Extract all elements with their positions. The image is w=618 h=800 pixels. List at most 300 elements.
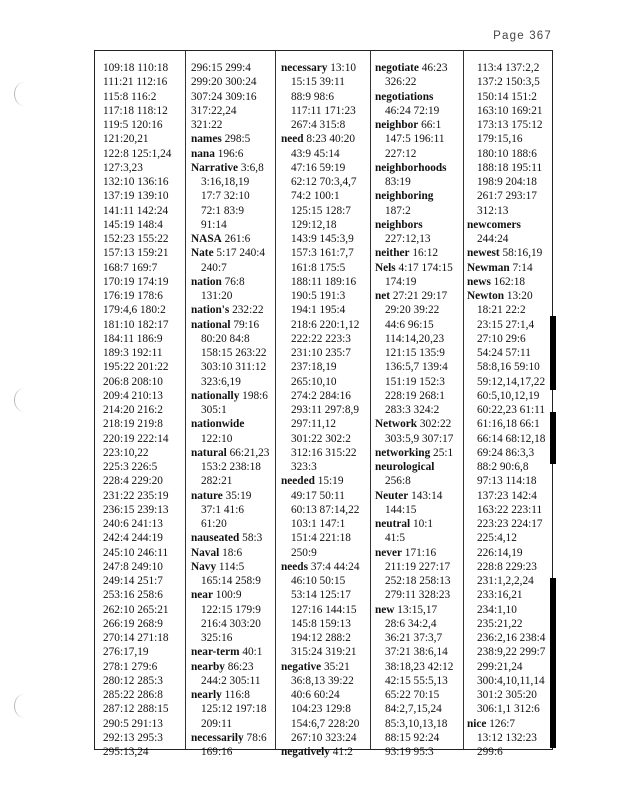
index-page-refs: 126:7 xyxy=(486,717,516,730)
index-headword: Narrative xyxy=(191,161,239,174)
index-entry-continuation xyxy=(103,417,183,431)
index-entry xyxy=(467,218,553,232)
index-page-refs: 122:15 179:9 xyxy=(201,603,261,616)
index-entry-continuation xyxy=(191,717,274,731)
index-page-refs: 125:15 128:7 xyxy=(291,204,351,217)
index-entry-continuation xyxy=(103,375,183,389)
index-entry-continuation xyxy=(281,360,369,374)
index-entry-continuation xyxy=(191,61,274,75)
index-page-refs: 54:24 57:11 xyxy=(477,347,531,359)
index-entry-continuation xyxy=(467,204,553,218)
index-entry-continuation xyxy=(281,417,369,431)
index-entry-continuation xyxy=(375,360,462,374)
index-page-refs: 88:9 98:6 xyxy=(291,90,334,103)
index-headword: neighbors xyxy=(375,218,423,231)
index-entry-continuation xyxy=(375,574,462,588)
index-entry-continuation xyxy=(103,617,183,631)
index-entry-continuation xyxy=(103,318,183,332)
index-headword: Newman xyxy=(467,261,510,274)
index-page-refs: 37:21 38:6,14 xyxy=(385,646,448,659)
index-entry-continuation xyxy=(375,232,462,246)
index-page-refs: 179:15,16 xyxy=(477,133,523,146)
index-entry-continuation xyxy=(191,346,274,360)
index-headword: neurological xyxy=(375,461,435,473)
index-entry xyxy=(191,489,274,503)
index-entry-continuation xyxy=(191,403,274,417)
index-headword: never xyxy=(375,546,402,559)
index-page-refs: 143:9 145:3,9 xyxy=(291,233,354,245)
index-entry xyxy=(191,588,274,602)
index-entry-continuation xyxy=(103,289,183,303)
index-page-refs: 158:15 263:22 xyxy=(201,347,267,359)
index-entry-continuation xyxy=(281,303,369,317)
index-page-refs: 228:19 268:1 xyxy=(385,389,445,402)
index-entry-continuation xyxy=(281,460,369,474)
index-page-refs: 27:21 29:17 xyxy=(390,290,448,302)
index-entry-continuation xyxy=(375,702,462,716)
index-entry-continuation xyxy=(467,189,553,203)
index-page-refs: 238:9,22 299:7 xyxy=(477,646,546,659)
index-entry xyxy=(281,474,369,488)
index-page-refs: 111:21 112:16 xyxy=(103,76,168,89)
index-entry-continuation xyxy=(467,318,553,332)
column-divider xyxy=(275,51,276,749)
index-page-refs: 88:2 90:6,8 xyxy=(477,461,529,473)
index-page-refs: 69:24 86:3,3 xyxy=(477,446,535,459)
index-page-refs: 195:22 201:22 xyxy=(103,361,169,374)
index-page-refs: 174:19 xyxy=(385,275,417,288)
index-page-refs: 100:9 xyxy=(212,589,242,602)
index-entry-continuation xyxy=(103,588,183,602)
index-page-refs: 41:5 xyxy=(385,532,406,545)
index-page-refs: 46:24 72:19 xyxy=(385,104,440,117)
index-page-refs: 28:6 34:2,4 xyxy=(385,617,437,630)
index-entry xyxy=(375,489,462,503)
index-page-refs: 127:3,23 xyxy=(103,161,143,174)
index-page-refs: 321:22 xyxy=(191,119,223,131)
index-page-refs: 137:23 142:4 xyxy=(477,489,537,502)
index-entry-continuation xyxy=(375,674,462,688)
index-entry xyxy=(467,275,553,289)
index-page-refs: 13:12 132:23 xyxy=(477,731,537,744)
index-page-refs: 97:13 114:18 xyxy=(477,475,537,488)
index-page-refs: 270:14 271:18 xyxy=(103,632,169,644)
index-entry-continuation xyxy=(191,375,274,389)
index-page-refs: 15:19 xyxy=(314,475,344,488)
index-entry-continuation xyxy=(191,617,274,631)
index-page-refs: 58:3 xyxy=(239,532,263,545)
index-headword: Neuter xyxy=(375,489,409,502)
index-page-refs: 252:18 258:13 xyxy=(385,575,451,587)
index-entry xyxy=(191,660,274,674)
index-table xyxy=(94,50,553,758)
index-page-refs: 236:2,16 238:4 xyxy=(477,632,546,644)
index-column-5 xyxy=(467,61,553,758)
index-entry-continuation xyxy=(191,517,274,531)
index-entry-continuation xyxy=(467,346,553,360)
index-entry-continuation xyxy=(281,588,369,602)
index-entry-continuation xyxy=(103,275,183,289)
index-page-refs: 88:15 92:24 xyxy=(385,731,440,744)
index-entry-continuation xyxy=(375,204,462,218)
index-page-refs: 188:18 195:11 xyxy=(477,161,543,174)
index-page-refs: 13:10 xyxy=(327,62,356,74)
index-entry-continuation xyxy=(467,702,553,716)
index-headword: near xyxy=(191,589,213,602)
index-page-refs: 104:23 129:8 xyxy=(291,703,351,716)
index-entry-continuation xyxy=(191,118,274,132)
index-entry-continuation xyxy=(467,474,553,488)
index-entry xyxy=(375,417,462,431)
index-page-refs: 231:22 235:19 xyxy=(103,489,169,502)
index-headword: nation's xyxy=(191,304,230,317)
index-page-refs: 83:19 xyxy=(385,176,411,188)
index-page-refs: 236:15 239:13 xyxy=(103,503,169,516)
index-page-refs: 80:20 84:8 xyxy=(201,332,250,345)
index-page-refs: 41:2 xyxy=(329,746,353,758)
index-entry-continuation xyxy=(281,403,369,417)
index-entry-continuation xyxy=(467,360,553,374)
index-page-refs: 137:19 139:10 xyxy=(103,190,169,203)
index-entry-continuation xyxy=(281,574,369,588)
index-entry-continuation xyxy=(103,560,183,574)
index-page-refs: 61:16,18 66:1 xyxy=(477,418,540,431)
index-entry-continuation xyxy=(103,389,183,403)
index-headword: negotiations xyxy=(375,90,434,103)
index-entry-continuation xyxy=(103,503,183,517)
index-entry xyxy=(375,546,462,560)
index-entry-continuation xyxy=(103,489,183,503)
index-page-refs: 116:8 xyxy=(221,689,250,701)
index-page-refs: 169:16 xyxy=(201,746,233,758)
index-entry-continuation xyxy=(281,731,369,745)
index-entry-continuation xyxy=(191,702,274,716)
index-headword: nationwide xyxy=(191,418,245,431)
index-page-refs: 194:1 195:4 xyxy=(291,304,346,317)
index-entry-continuation xyxy=(103,346,183,360)
index-page-refs: 249:14 251:7 xyxy=(103,575,163,587)
index-page-refs: 60:22,23 61:11 xyxy=(477,404,545,416)
index-page-refs: 231:10 235:7 xyxy=(291,347,351,359)
index-page-refs: 188:11 189:16 xyxy=(291,275,357,288)
index-entry xyxy=(281,61,369,75)
index-entry-continuation xyxy=(103,745,183,759)
index-entry-continuation xyxy=(281,175,369,189)
index-entry-continuation xyxy=(467,588,553,602)
index-entry-continuation xyxy=(281,289,369,303)
index-page-refs: 27:10 29:6 xyxy=(477,332,526,345)
index-page-refs: 298:5 xyxy=(221,133,251,146)
index-entry-continuation xyxy=(281,90,369,104)
index-entry-continuation xyxy=(191,189,274,203)
index-entry-continuation xyxy=(375,303,462,317)
index-page-refs: 147:5 196:11 xyxy=(385,133,445,146)
index-page-refs: 170:19 174:19 xyxy=(103,275,169,288)
index-entry-continuation xyxy=(467,617,553,631)
index-page-refs: 267:4 315:8 xyxy=(291,119,346,131)
index-page-refs: 43:9 45:14 xyxy=(291,147,340,160)
index-page-refs: 171:16 xyxy=(401,546,437,559)
index-entry-continuation xyxy=(103,204,183,218)
index-page-refs: 233:16,21 xyxy=(477,589,523,602)
index-page-refs: 136:5,7 139:4 xyxy=(385,361,448,374)
index-entry xyxy=(191,546,274,560)
index-page-refs: 305:1 xyxy=(201,404,227,416)
index-page-refs: 180:10 188:6 xyxy=(477,147,537,160)
index-headword: networking xyxy=(375,446,431,459)
index-page-refs: 37:1 41:6 xyxy=(201,503,244,516)
index-entry-continuation xyxy=(467,603,553,617)
index-page-refs: 117:18 118:12 xyxy=(103,104,168,117)
index-entry-continuation xyxy=(281,631,369,645)
index-page-refs: 72:1 83:9 xyxy=(201,204,244,217)
index-entry-continuation xyxy=(467,303,553,317)
index-headword: needed xyxy=(281,475,315,488)
index-page-refs: 194:12 288:2 xyxy=(291,632,351,644)
index-headword: neighboring xyxy=(375,190,434,203)
index-entry-continuation xyxy=(467,332,553,346)
index-headword: negatively xyxy=(281,746,330,758)
index-page-refs: 145:8 159:13 xyxy=(291,617,351,630)
index-entry-continuation xyxy=(191,90,274,104)
index-page-refs: 278:1 279:6 xyxy=(103,660,158,673)
index-page-refs: 179:4,6 180:2 xyxy=(103,304,166,317)
index-page-refs: 245:10 246:11 xyxy=(103,546,169,559)
index-headword: nature xyxy=(191,489,223,502)
index-page-refs: 141:11 142:24 xyxy=(103,204,169,217)
index-headword: names xyxy=(191,133,222,146)
index-entry xyxy=(375,246,462,260)
index-entry xyxy=(191,645,274,659)
index-entry xyxy=(191,560,274,574)
index-entry-continuation xyxy=(281,389,369,403)
index-entry-continuation xyxy=(467,674,553,688)
index-page-refs: 240:7 xyxy=(201,261,227,274)
index-page-refs: 228:4 229:20 xyxy=(103,475,163,488)
index-page-refs: 244:24 xyxy=(477,233,509,245)
index-entry-continuation xyxy=(467,403,553,417)
index-page-refs: 58:16,19 xyxy=(499,247,543,260)
index-page-refs: 240:6 241:13 xyxy=(103,518,163,530)
index-entry-continuation xyxy=(191,474,274,488)
index-entry xyxy=(375,161,462,175)
index-page-refs: 307:24 309:16 xyxy=(191,90,257,103)
index-page-refs: 36:21 37:3,7 xyxy=(385,632,443,644)
index-entry-continuation xyxy=(191,175,274,189)
index-page-refs: 206:8 208:10 xyxy=(103,375,163,388)
index-entry-continuation xyxy=(467,503,553,517)
index-entry xyxy=(375,189,462,203)
index-page-refs: 299:20 300:24 xyxy=(191,76,257,89)
index-entry-continuation xyxy=(281,645,369,659)
index-entry-continuation xyxy=(103,303,183,317)
index-headword: Newton xyxy=(467,290,505,302)
index-headword: need xyxy=(281,133,304,146)
index-page-refs: 295:13,24 xyxy=(103,746,149,758)
index-headword: news xyxy=(467,275,491,288)
index-page-refs: 323:3 xyxy=(291,461,317,473)
index-page-refs: 162:18 xyxy=(490,275,526,288)
index-entry-continuation xyxy=(103,104,183,118)
index-entry-continuation xyxy=(375,75,462,89)
index-page-refs: 189:3 192:11 xyxy=(103,347,163,359)
index-entry xyxy=(375,289,462,303)
index-entry-continuation xyxy=(103,546,183,560)
index-entry-continuation xyxy=(103,61,183,75)
index-entry-continuation xyxy=(467,731,553,745)
index-page-refs: 227:12 xyxy=(385,147,417,160)
index-entry-continuation xyxy=(191,674,274,688)
index-page-refs: 61:20 xyxy=(201,518,227,530)
index-page-refs: 53:14 125:17 xyxy=(291,589,351,602)
index-entry-continuation xyxy=(191,432,274,446)
index-page-refs: 154:6,7 228:20 xyxy=(291,717,360,730)
index-entry xyxy=(375,446,462,460)
index-entry-continuation xyxy=(103,574,183,588)
index-entry xyxy=(191,318,274,332)
index-page-refs: 113:4 137:2,2 xyxy=(477,62,540,74)
index-page-refs: 131:20 xyxy=(201,290,233,302)
index-headword: nearby xyxy=(191,660,225,673)
index-headword: negotiate xyxy=(375,62,419,74)
index-entry-continuation xyxy=(375,645,462,659)
index-page-refs: 297:11,12 xyxy=(291,418,337,431)
index-page-refs: 165:14 258:9 xyxy=(201,575,261,587)
index-entry-continuation xyxy=(467,446,553,460)
index-page-refs: 279:11 328:23 xyxy=(385,589,451,602)
index-entry-continuation xyxy=(281,503,369,517)
index-page-refs: 176:19 178:6 xyxy=(103,290,163,302)
index-entry-continuation xyxy=(103,161,183,175)
index-entry-continuation xyxy=(467,489,553,503)
index-entry xyxy=(191,389,274,403)
index-page-refs: 218:19 219:8 xyxy=(103,418,163,431)
index-entry-continuation xyxy=(467,132,553,146)
index-entry-continuation xyxy=(103,660,183,674)
index-headword: Navy xyxy=(191,560,217,573)
index-column-1 xyxy=(103,61,183,758)
index-page-refs: 145:19 148:4 xyxy=(103,218,163,231)
index-page-refs: 220:19 222:14 xyxy=(103,432,169,445)
index-entry-continuation xyxy=(375,745,462,759)
index-page-refs: 228:8 229:23 xyxy=(477,560,537,573)
index-entry-continuation xyxy=(467,417,553,431)
index-entry-continuation xyxy=(375,375,462,389)
index-headword: natural xyxy=(191,446,227,459)
index-entry-continuation xyxy=(281,118,369,132)
index-entry xyxy=(191,417,274,431)
index-headword: nauseated xyxy=(191,532,240,545)
scan-edge-mark xyxy=(550,316,556,390)
index-entry-continuation xyxy=(281,531,369,545)
index-entry-continuation xyxy=(375,275,462,289)
index-entry-continuation xyxy=(375,432,462,446)
index-entry-continuation xyxy=(375,531,462,545)
index-entry xyxy=(191,688,274,702)
index-page-refs: 262:10 265:21 xyxy=(103,603,169,616)
index-page-refs: 214:20 216:2 xyxy=(103,404,163,416)
index-page-refs: 60:13 87:14,22 xyxy=(291,503,360,516)
index-entry-continuation xyxy=(375,474,462,488)
index-page-refs: 151:19 152:3 xyxy=(385,375,445,388)
index-entry-continuation xyxy=(281,517,369,531)
index-entry-continuation xyxy=(191,503,274,517)
index-entry-continuation xyxy=(191,204,274,218)
index-entry-continuation xyxy=(467,147,553,161)
index-entry-continuation xyxy=(375,147,462,161)
index-page-refs: 198:6 xyxy=(239,389,268,402)
index-entry-continuation xyxy=(281,603,369,617)
index-entry-continuation xyxy=(103,118,183,132)
index-page-refs: 25:1 xyxy=(430,446,454,459)
index-entry-continuation xyxy=(103,246,183,260)
index-page-refs: 276:17,19 xyxy=(103,646,149,659)
index-page-refs: 184:11 186:9 xyxy=(103,332,163,345)
index-entry-continuation xyxy=(281,489,369,503)
index-page-refs: 301:22 302:2 xyxy=(291,432,351,445)
index-page-refs: 231:1,2,2,24 xyxy=(477,575,534,587)
column-divider xyxy=(463,51,464,749)
index-entry-continuation xyxy=(281,674,369,688)
index-entry-continuation xyxy=(467,232,553,246)
index-entry-continuation xyxy=(103,218,183,232)
index-page-refs: 29:20 39:22 xyxy=(385,304,440,317)
index-headword: near-term xyxy=(191,646,240,659)
index-entry-continuation xyxy=(375,175,462,189)
index-entry-continuation xyxy=(467,375,553,389)
index-page-refs: 5:17 240:4 xyxy=(213,247,266,260)
index-entry-continuation xyxy=(375,617,462,631)
index-entry-continuation xyxy=(467,90,553,104)
index-entry-continuation xyxy=(281,204,369,218)
index-entry-continuation xyxy=(103,261,183,275)
index-page-refs: 198:9 204:18 xyxy=(477,176,537,188)
index-page-refs: 132:10 136:16 xyxy=(103,176,169,188)
index-page-refs: 66:1 xyxy=(418,119,442,131)
index-headword: Nate xyxy=(191,247,214,260)
index-page-refs: 79:16 xyxy=(230,318,260,331)
index-page-refs: 173:13 175:12 xyxy=(477,119,543,131)
index-page-refs: 18:21 22:2 xyxy=(477,304,526,317)
index-entry-continuation xyxy=(103,717,183,731)
index-entry xyxy=(375,517,462,531)
index-page-refs: 157:13 159:21 xyxy=(103,247,169,260)
index-page-refs: 326:22 xyxy=(385,76,417,89)
index-page-refs: 125:12 197:18 xyxy=(201,703,267,716)
index-page-refs: 93:19 95:3 xyxy=(385,746,434,758)
index-entry-continuation xyxy=(467,432,553,446)
index-page-refs: 3:16,18,19 xyxy=(201,176,250,188)
index-page-refs: 85:3,10,13,18 xyxy=(385,717,448,730)
index-entry-continuation xyxy=(103,674,183,688)
index-entry-continuation xyxy=(191,332,274,346)
index-page-refs: 35:19 xyxy=(222,489,252,502)
index-page-refs: 300:4,10,11,14 xyxy=(477,674,545,687)
index-entry-continuation xyxy=(103,432,183,446)
index-entry xyxy=(375,118,462,132)
index-page-refs: 190:5 191:3 xyxy=(291,290,346,302)
index-entry-continuation xyxy=(281,75,369,89)
index-page-refs: 157:3 161:7,7 xyxy=(291,247,354,260)
index-entry-continuation xyxy=(375,132,462,146)
index-page-refs: 76:8 xyxy=(221,275,245,288)
index-entry xyxy=(191,531,274,545)
index-entry-continuation xyxy=(375,660,462,674)
index-entry xyxy=(375,218,462,232)
index-page-refs: 60:5,10,12,19 xyxy=(477,389,540,402)
index-entry-continuation xyxy=(375,731,462,745)
index-headword: newest xyxy=(467,247,500,260)
